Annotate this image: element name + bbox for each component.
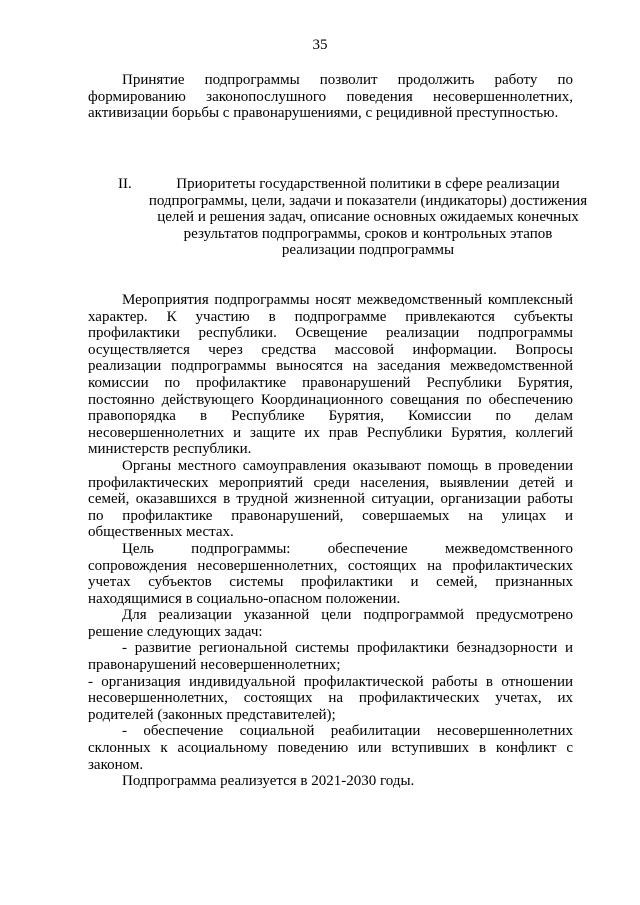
intro-line: формированию законопослушного поведения несовершеннолетних,: [88, 88, 573, 105]
task-item: - обеспечение социальной реабилитации несовершеннолетних склонных к асоциальному поведению или вступивших в конфликт с законом.: [88, 723, 573, 773]
paragraph: Мероприятия подпрограммы носят межведомственный комплексный характер. К участию в подпрограмме привлекаются субъекты профилактики республики. Освещение реализации подпрограммы осуществляется через средства массовой информации. Вопросы реализации подпрограммы выносятся на заседания межведомственной комиссии по профилактике правонарушений Республики Бурятия, постоянно действующего Координационного совещания по обеспечению правопорядка в Республике Бурятия, Комиссии по делам несовершеннолетних и защите их прав Республики Бурятия, коллегий министерств республики.: [88, 292, 573, 458]
section-heading: [118, 176, 588, 259]
task-item: - организация индивидуальной профилактической работы в отношении несовершеннолетних, состоящих на профилактических учетах, их родителей (законных представителей);: [88, 673, 573, 723]
intro-line: активизации борьбы с правонарушениями, с рецидивной преступностью.: [88, 105, 559, 122]
paragraph: Для реализации указанной цели подпрограммой предусмотрено решение следующих задач:: [88, 607, 573, 640]
paragraph: Цель подпрограммы: обеспечение межведомственного сопровождения несовершеннолетних, состоящих на профилактических учетах субъектов системы профилактики и семей, признанных находящимися в социально-опасном положении.: [88, 540, 573, 607]
section-body: [88, 292, 573, 790]
section-title: Приоритеты государственной политики в сфере реализации подпрограммы, цели, задачи и показатели (индикаторы) достижения целей и решения задач, описание основных ожидаемых конечных результатов подпрограммы, сроков и контрольных этапов реализации подпрограммы: [148, 176, 588, 259]
intro-line: Принятие подпрограммы позволит продолжить работу по: [122, 72, 573, 88]
section-number: II.: [118, 176, 132, 192]
task-item: - развитие региональной системы профилактики безнадзорности и правонарушений несовершеннолетних;: [88, 640, 573, 674]
paragraph: Органы местного самоуправления оказывают помощь в проведении профилактических мероприятий среди населения, выявлении детей и семей, оказавшихся в трудной жизненной ситуации, организации работы по профилактике правонарушений, совершаемых на улицах и общественных местах.: [88, 457, 573, 541]
intro-paragraph: [88, 72, 573, 122]
paragraph: Подпрограмма реализуется в 2021-2030 годы.: [122, 773, 415, 790]
page-number: 35: [312, 37, 328, 53]
